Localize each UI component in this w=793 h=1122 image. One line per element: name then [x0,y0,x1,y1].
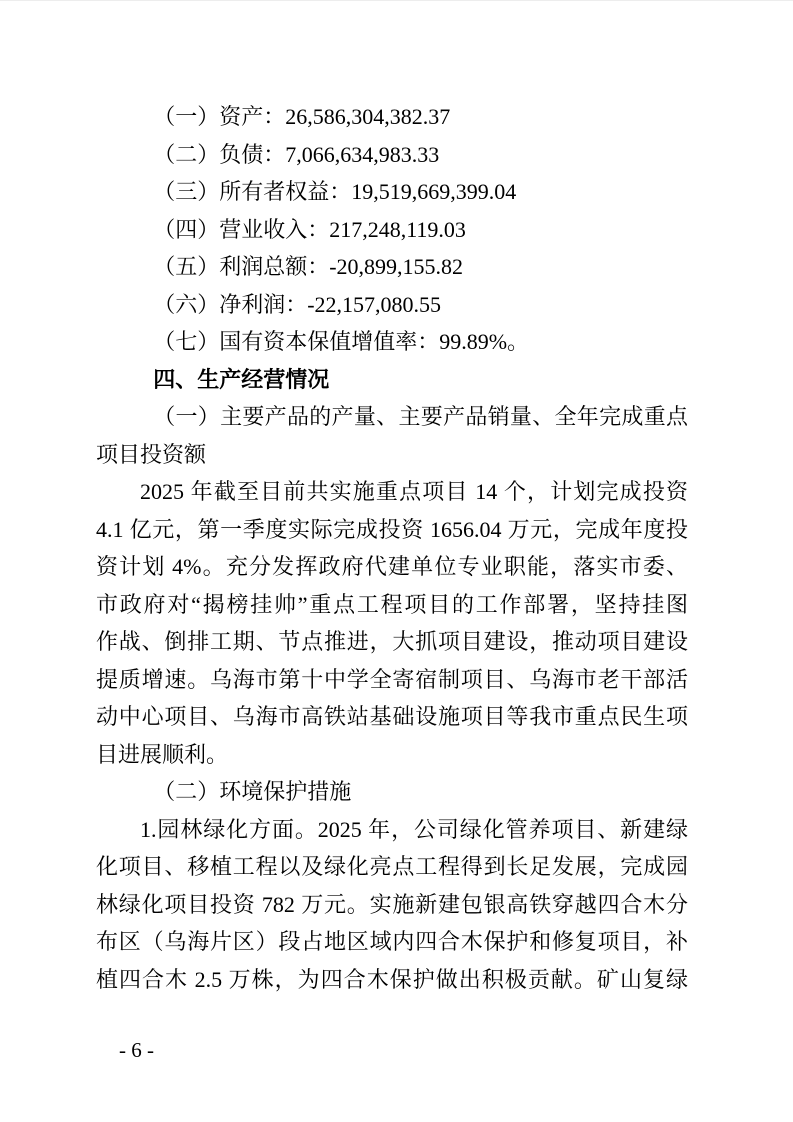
paragraph-greening-line-5: 植四合木 2.5 万株，为四合木保护做出积极贡献。矿山复绿 [96,966,688,992]
paragraph-projects-line-4: 市政府对“揭榜挂帅”重点工程项目的工作部署，坚持挂图 [96,591,688,617]
subsection-heading-environment: （二）环境保护措施 [153,779,352,804]
page-number: - 6 - [119,1038,154,1062]
stat-line-assets: （一）资产：26,586,304,382.37 [153,104,451,129]
paragraph-projects-line-2: 4.1 亿元，第一季度实际完成投资 1656.04 万元，完成年度投 [96,516,688,542]
paragraph-projects-line-1: 2025 年截至目前共实施重点项目 14 个，计划完成投资 [140,479,688,504]
paragraph-greening-line-3: 林绿化项目投资 782 万元。实施新建包银高铁穿越四合木分 [96,891,688,917]
stat-line-liabilities: （二）负债：7,066,634,983.33 [153,141,440,167]
paragraph-greening-line-4: 布区（乌海片区）段占地区域内四合木保护和修复项目，补 [96,929,688,954]
stat-line-total-profit: （五）利润总额：-20,899,155.82 [153,254,464,279]
subsection-heading-products-line-1: （一）主要产品的产量、主要产品销量、全年完成重点 [153,404,688,429]
document-body [96,98,688,998]
paragraph-projects-line-3: 资计划 4%。充分发挥政府代建单位专业职能，落实市委、 [96,554,688,579]
paragraph-projects-line-6: 提质增速。乌海市第十中学全寄宿制项目、乌海市老干部活 [96,666,688,692]
section-heading-production-operation: 四、生产经营情况 [153,366,330,392]
paragraph-greening-line-2: 化项目、移植工程以及绿化亮点工程得到长足发展，完成园 [96,854,688,879]
paragraph-projects-line-5: 作战、倒排工期、节点推进，大抓项目建设，推动项目建设 [96,629,688,654]
stat-line-capital-preservation-rate: （七）国有资本保值增值率：99.89%。 [153,329,530,354]
stat-line-owners-equity: （三）所有者权益：19,519,669,399.04 [153,179,517,204]
stat-line-operating-revenue: （四）营业收入：217,248,119.03 [153,216,466,242]
stat-line-net-profit: （六）净利润：-22,157,080.55 [153,291,442,317]
paragraph-projects-line-7: 动中心项目、乌海市高铁站基础设施项目等我市重点民生项 [96,704,688,729]
subsection-heading-products-line-2: 项目投资额 [96,441,207,467]
paragraph-greening-line-1: 1.园林绿化方面。2025 年，公司绿化管养项目、新建绿 [140,816,688,842]
paragraph-projects-line-8: 目进展顺利。 [96,741,229,767]
